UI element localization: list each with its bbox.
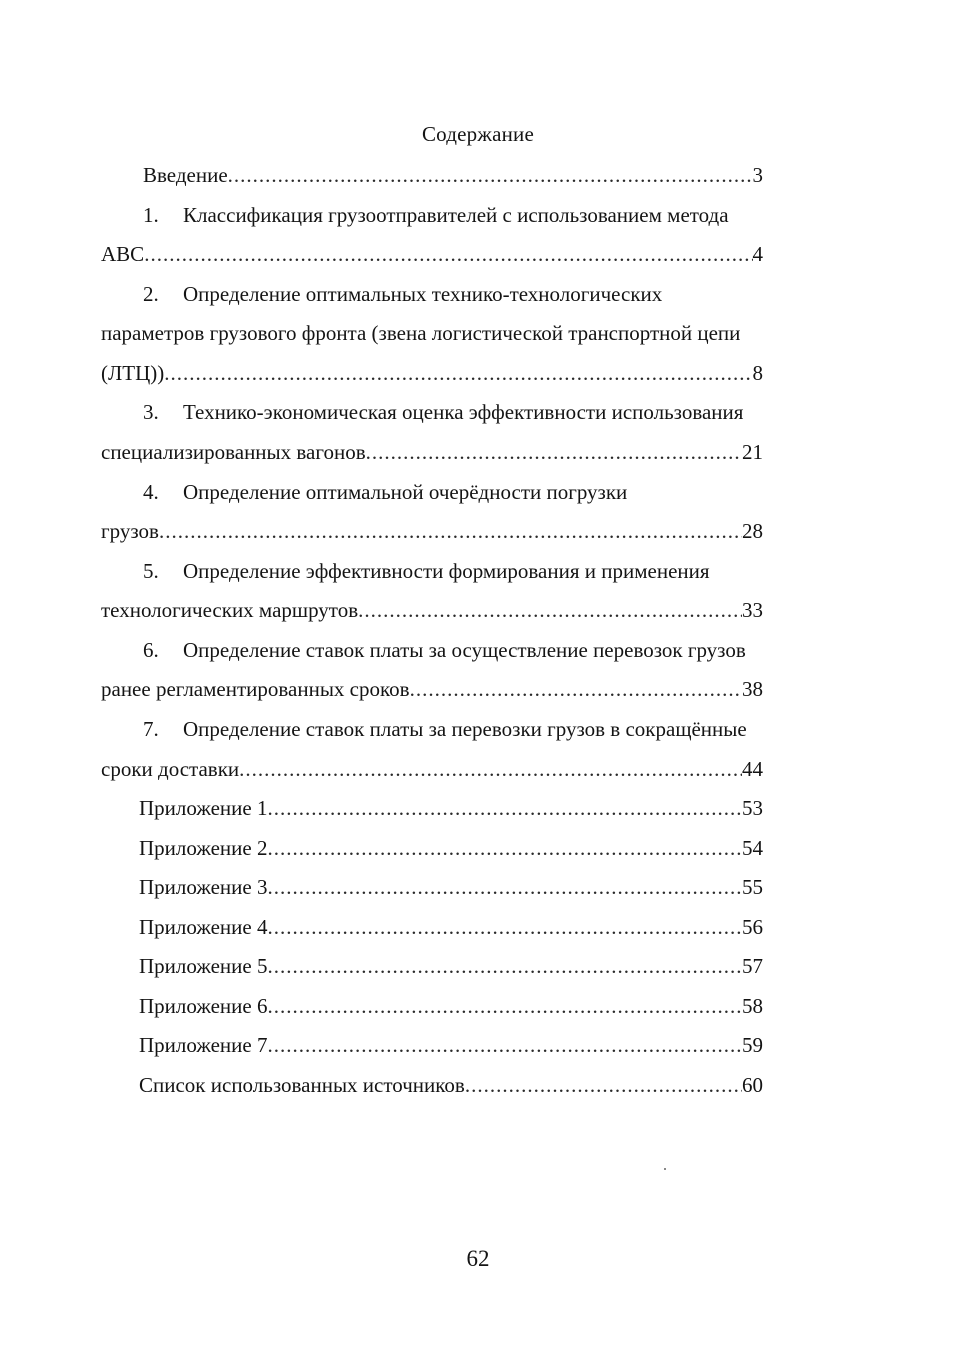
toc-entry-4-line1 [143,479,803,505]
page-number: 62 [466,1246,490,1271]
dot-leader [267,1032,742,1058]
toc-entry-appendix-2 [139,835,763,861]
dot-leader [267,874,742,900]
toc-entry-page: 55 [742,875,763,899]
toc-entry-3-line2 [101,439,763,465]
toc-entry-text: специализированных вагонов [101,440,366,464]
toc-entry-appendix-3 [139,874,763,900]
toc-entry-7-line1 [143,716,823,742]
dot-leader [159,518,742,544]
scan-speck [664,1168,666,1170]
toc-entry-number: 1. [143,203,159,227]
toc-entry-page: 38 [742,677,763,701]
toc-entry-label: Список использованных источников [139,1073,465,1097]
toc-entry-appendix-4 [139,914,763,940]
toc-entry-page: 59 [742,1033,763,1057]
toc-entry-7-line2 [101,756,763,782]
toc-entry-number: 5. [143,559,159,583]
toc-entry-5-line1 [143,558,803,584]
toc-entry-appendix-6 [139,993,763,1019]
toc-entry-5-line2 [101,597,763,623]
toc-entry-page: 58 [742,994,763,1018]
dot-leader [228,162,753,188]
toc-entry-page: 57 [742,954,763,978]
toc-entry-text: параметров грузового фронта (звена логистической транспортной цепи [101,321,741,345]
toc-entry-number: 6. [143,638,159,662]
toc-entry-label: Приложение 5 [139,954,268,978]
toc-entry-label: Приложение 7 [139,1033,268,1057]
toc-entry-text: Определение эффективности формирования и применения [183,559,710,583]
dot-leader [267,993,742,1019]
toc-entry-text: грузов [101,519,159,543]
toc-entry-number: 4. [143,480,159,504]
dot-leader [267,953,742,979]
toc-entry-6-line1 [143,637,823,663]
toc-title: Содержание [421,122,535,146]
toc-entry-label: Приложение 3 [139,875,268,899]
toc-entry-text: АВС [101,242,145,266]
dot-leader [465,1072,742,1098]
toc-entry-number: 2. [143,282,159,306]
toc-entry-page: 56 [742,915,763,939]
toc-entry-label: Введение [143,163,228,187]
toc-entry-text: (ЛТЦ)) [101,361,165,385]
toc-entry-text: сроки доставки [101,757,240,781]
toc-entry-page: 33 [742,598,763,622]
toc-entry-appendix-5 [139,953,763,979]
toc-entry-1-line1 [143,202,803,228]
toc-entry-1-line2 [101,241,763,267]
toc-entry-page: 8 [752,361,763,385]
toc-entry-label: Приложение 4 [139,915,268,939]
toc-entry-2-line1 [143,281,803,307]
toc-entry-2-line3 [101,360,763,386]
toc-entry-text: технологических маршрутов [101,598,359,622]
toc-entry-appendix-1 [139,795,763,821]
dot-leader [239,756,742,782]
toc-entry-text: Определение ставок платы за осуществление перевозок грузов [183,638,746,662]
toc-entry-text: Технико-экономическая оценка эффективности использования [183,400,744,424]
toc-entry-intro [143,162,763,188]
toc-entry-6-line2 [101,676,763,702]
dot-leader [267,914,742,940]
dot-leader [144,241,752,267]
toc-entry-4-line2 [101,518,763,544]
toc-entry-page: 60 [742,1073,763,1097]
toc-entry-text: Определение оптимальной очерёдности погрузки [183,480,628,504]
toc-entry-2-line2 [101,320,821,346]
toc-entry-number: 3. [143,400,159,424]
toc-entry-label: Приложение 1 [139,796,268,820]
toc-entry-label: Приложение 6 [139,994,268,1018]
toc-entry-page: 21 [742,440,763,464]
dot-leader [267,795,742,821]
toc-entry-text: Классификация грузоотправителей с использованием метода [183,203,729,227]
toc-entry-page: 28 [742,519,763,543]
toc-entry-page: 53 [742,796,763,820]
toc-entry-appendix-7 [139,1032,763,1058]
toc-entry-sources [139,1072,763,1098]
toc-entry-number: 7. [143,717,159,741]
toc-entry-page: 3 [752,163,763,187]
toc-entry-page: 44 [742,757,763,781]
toc-entry-page: 54 [742,836,763,860]
toc-entry-page: 4 [752,242,763,266]
toc-entry-text: ранее регламентированных сроков [101,677,410,701]
dot-leader [164,360,752,386]
dot-leader [366,439,742,465]
dot-leader [358,597,742,623]
toc-entry-text: Определение оптимальных технико-технологических [183,282,663,306]
dot-leader [410,676,742,702]
toc-entry-3-line1 [143,399,823,425]
toc-entry-label: Приложение 2 [139,836,268,860]
toc-entry-text: Определение ставок платы за перевозки грузов в сокращённые [183,717,747,741]
dot-leader [267,835,742,861]
